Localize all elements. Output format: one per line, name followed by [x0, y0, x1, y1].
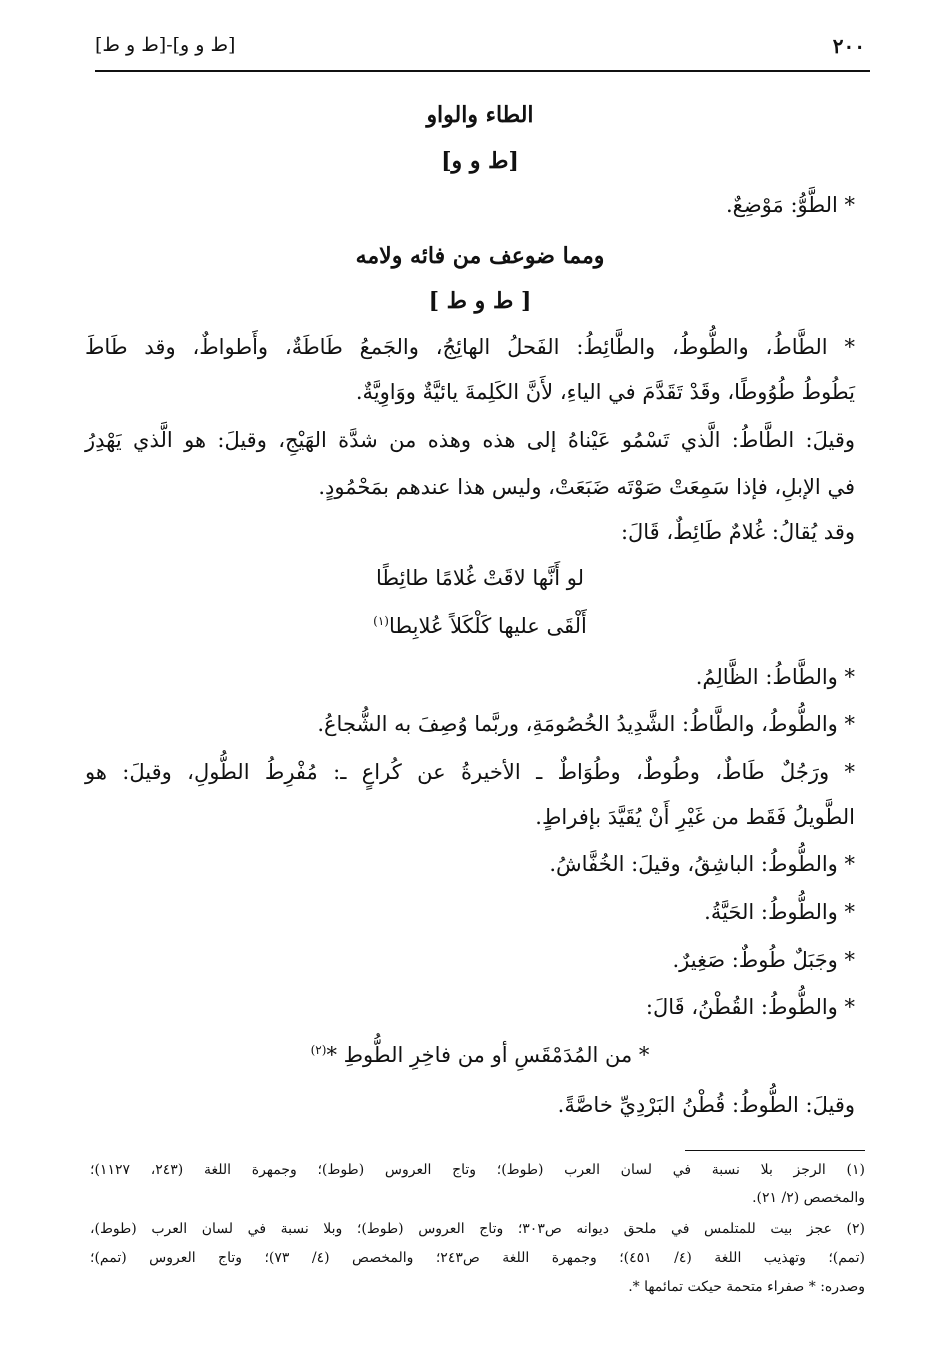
paragraph-3: وقد يُقالُ: غُلامٌ طَائِطٌ، قَالَ: [620, 520, 855, 544]
verse-line-2-text: أَلْقَى عليها كَلْكَلاً عُلابِطا [388, 614, 587, 638]
entry-zalim: * والطَّاطُ: الظَّالِمُ. [695, 665, 855, 689]
paragraph-2-line-1: وقيلَ: الطَّاطُ: الَّذي تَسْمُو عَيْناهُ إلى هذه وهذه من شدَّة الهَيْجِ، وقيلَ: هو الَّذي يَهْدِرُ [85, 428, 855, 452]
verse-line-1: لو أَنَّها لاقَتْ غُلامًا طائِطًا [375, 566, 585, 590]
footnote-2-line-3: وصدره: * صفراء متحمة حيكت تمائمها *. [628, 1279, 865, 1295]
footnote-rule [685, 1150, 865, 1151]
page-header [95, 34, 865, 64]
entry-shuja: * والطُّوطُ، والطَّاطُ: الشَّدِيدُ الخُصُومَةِ، وربَّما وُصِفَ به الشُّجاعُ. [317, 712, 855, 736]
entry-jabal: * وجَبَلٌ طُوطٌ: صَغِيرٌ. [672, 948, 855, 972]
footnote-2-line-1: (٢) عجز بيت للمتلمس في ملحق ديوانه ص٣٠٣؛ وتاج العروس (طوط)؛ وبلا نسبة في لسان العرب (طوط)، [90, 1221, 866, 1237]
entry-bashiq: * والطُّوطُ: الباشِقُ، وقيلَ: الخُفَّاشُ. [549, 852, 855, 876]
verse-line-2 [95, 614, 865, 638]
entry-hayya: * والطُّوطُ: الحَيَّةُ. [704, 900, 855, 924]
footnote-ref-2: (٢) [310, 1043, 327, 1057]
paragraph-2-line-2: في الإبلِ، فإذا سَمِعَتْ صَوْتَه ضَبَعَتْ، وليس هذا عندهم بمَحْمُودٍ. [318, 475, 855, 499]
header-rule [95, 70, 870, 72]
page-number: ٢٠٠ [832, 34, 865, 58]
footnote-1-line-1: (١) الرجز بلا نسبة في لسان العرب (طوط)؛ وتاج العروس (طوط)؛ وجمهرة اللغة (٢٤٣، ١١٢٧)؛ [90, 1162, 865, 1178]
running-head: [ط و و]-[ط و ط] [95, 34, 236, 56]
entry-title-twt: [ ط و ط ] [428, 288, 532, 314]
footnote-1-line-2: والمخصص (٢/ ٢١). [752, 1190, 865, 1206]
section-title: الطاء والواو [426, 102, 534, 128]
footnote-2-line-2: (تمم)؛ وتهذيب اللغة (٤/ ٤٥١)؛ وجمهرة اللغة ص٢٤٣؛ والمخصص (٤/ ٧٣)؛ وتاج العروس (تمم)؛ [90, 1250, 866, 1266]
entry-title-tww: [ط و و] [441, 148, 519, 174]
section-subtitle: ومما ضوعف من فائه ولامه [355, 243, 605, 269]
entry-tww-text: * الطَّوُّ: مَوْضِعٌ. [725, 193, 855, 217]
paragraph-4-line-1: * ورَجُلٌ طَاطٌ، وطُوطٌ، وطُوَاطٌ ـ الأخيرةُ عن كُراعٍ ـ: مُفْرِطُ الطُّولِ، وقيلَ: هو [85, 760, 855, 784]
paragraph-1-line-1: * الطَّاطُ، والطُّوطُ، والطَّائِطُ: الفَحلُ الهائِجُ، والجَمعُ طَاطَةٌ، وأَطواطٌ، وقد طَاطَ [85, 335, 855, 359]
paragraph-1-line-2: يَطُوطُ طُوُوطًا، وقَدْ تَقَدَّمَ في الياءِ، لأَنَّ الكَلِمةَ يائيَّةٌ ووَاوِيَّةٌ. [355, 380, 855, 404]
verse-line-3-text: * من المُدَمْقَسِ أو من فاخِرِ الطُّوطِ * [326, 1043, 650, 1067]
paragraph-4-line-2: الطَّويلُ فَقَط من غَيْرِ أَنْ يُقَيَّدَ بإفراطٍ. [535, 805, 855, 829]
entry-qutn: * والطُّوطُ: القُطْنُ، قَالَ: [645, 995, 855, 1019]
footnote-ref-1: (١) [373, 614, 389, 628]
entry-last: وقيلَ: الطُّوطُ: قُطْنُ البَرْدِيِّ خاصَّةً. [557, 1093, 855, 1117]
verse-line-3 [95, 1043, 865, 1067]
